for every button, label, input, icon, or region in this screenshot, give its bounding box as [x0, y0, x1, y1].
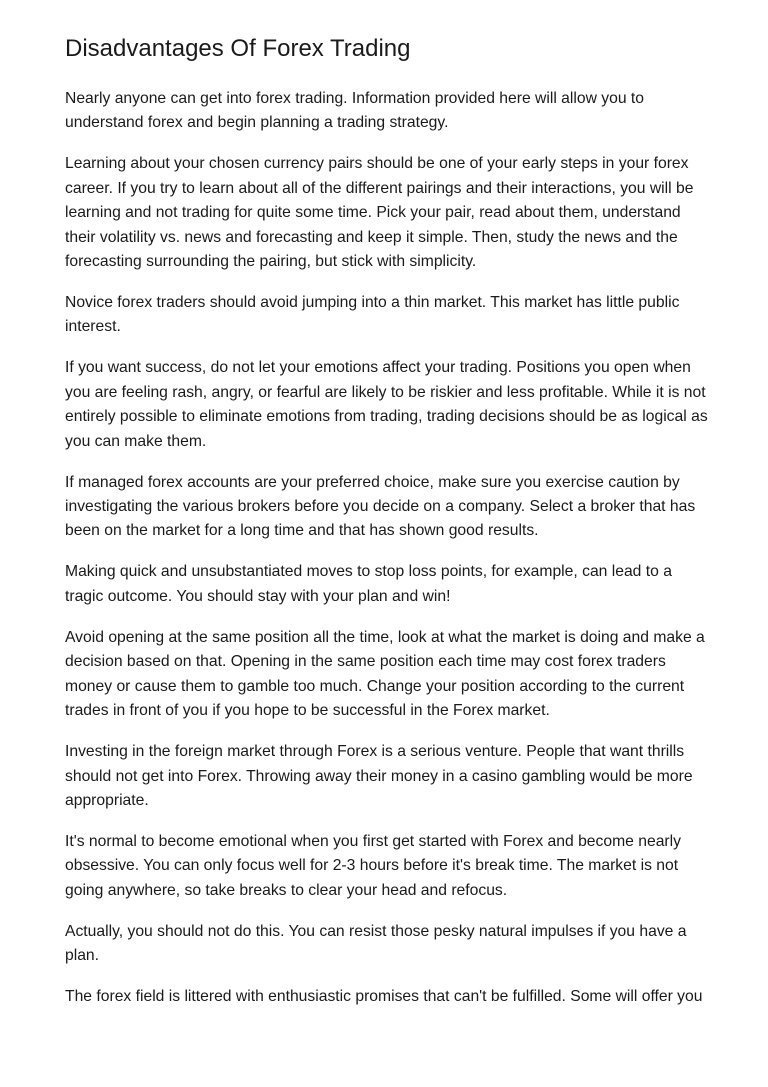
paragraph: If managed forex accounts are your preferred choice, make sure you exercise caution by investigating the various brokers before you decide on a company. Select a broker that has been on the market for a long time and that has shown good results. — [65, 473, 696, 540]
paragraph: Investing in the foreign market through Forex is a serious venture. People that want thrills should not get into Forex. Throwing away their money in a casino gambling would be more appropriate. — [65, 743, 693, 809]
paragraph: Nearly anyone can get into forex trading. Information provided here will allow you to understand forex and begin planning a trading strategy. — [65, 90, 645, 132]
paragraph: Avoid opening at the same position all the time, look at what the market is doing and make a decision based on that. Opening in the same position each time may cost forex traders money or cause them to gamble too much. Change your position according to the current trades in front of you if you hope to be successful in the Forex market. — [65, 628, 705, 720]
page-title: Disadvantages Of Forex Trading — [65, 35, 411, 62]
paragraph: The forex field is littered with enthusiastic promises that can't be fulfilled. Some will offer you — [65, 988, 703, 1006]
paragraph: Actually, you should not do this. You can resist those pesky natural impulses if you have a plan. — [65, 922, 687, 965]
paragraph: Learning about your chosen currency pairs should be one of your early steps in your forex career. If you try to learn about all of the different pairings and their interactions, you will be learning and not trading for quite some time. Pick your pair, read about them, understand their volatility vs. news and forecasting and keep it simple. Then, study the news and the forecasting surrounding the pairing, but stick with simplicity. — [65, 155, 694, 271]
paragraph: Making quick and unsubstantiated moves to stop loss points, for example, can lead to a tragic outcome. You should stay with your plan and win! — [65, 563, 672, 605]
paragraph: It's normal to become emotional when you first get started with Forex and become nearly obsessive. You can only focus well for 2-3 hours before it's break time. The market is not going anywhere, so take breaks to clear your head and refocus. — [65, 832, 681, 899]
paragraph: If you want success, do not let your emotions affect your trading. Positions you open when you are feeling rash, angry, or fearful are likely to be riskier and less profitable. While it is not entirely possible to eliminate emotions from trading, trading decisions should be as logical as you can make them. — [65, 359, 708, 450]
document-body — [65, 87, 715, 1026]
paragraph: Novice forex traders should avoid jumping into a thin market. This market has little public interest. — [65, 294, 680, 336]
